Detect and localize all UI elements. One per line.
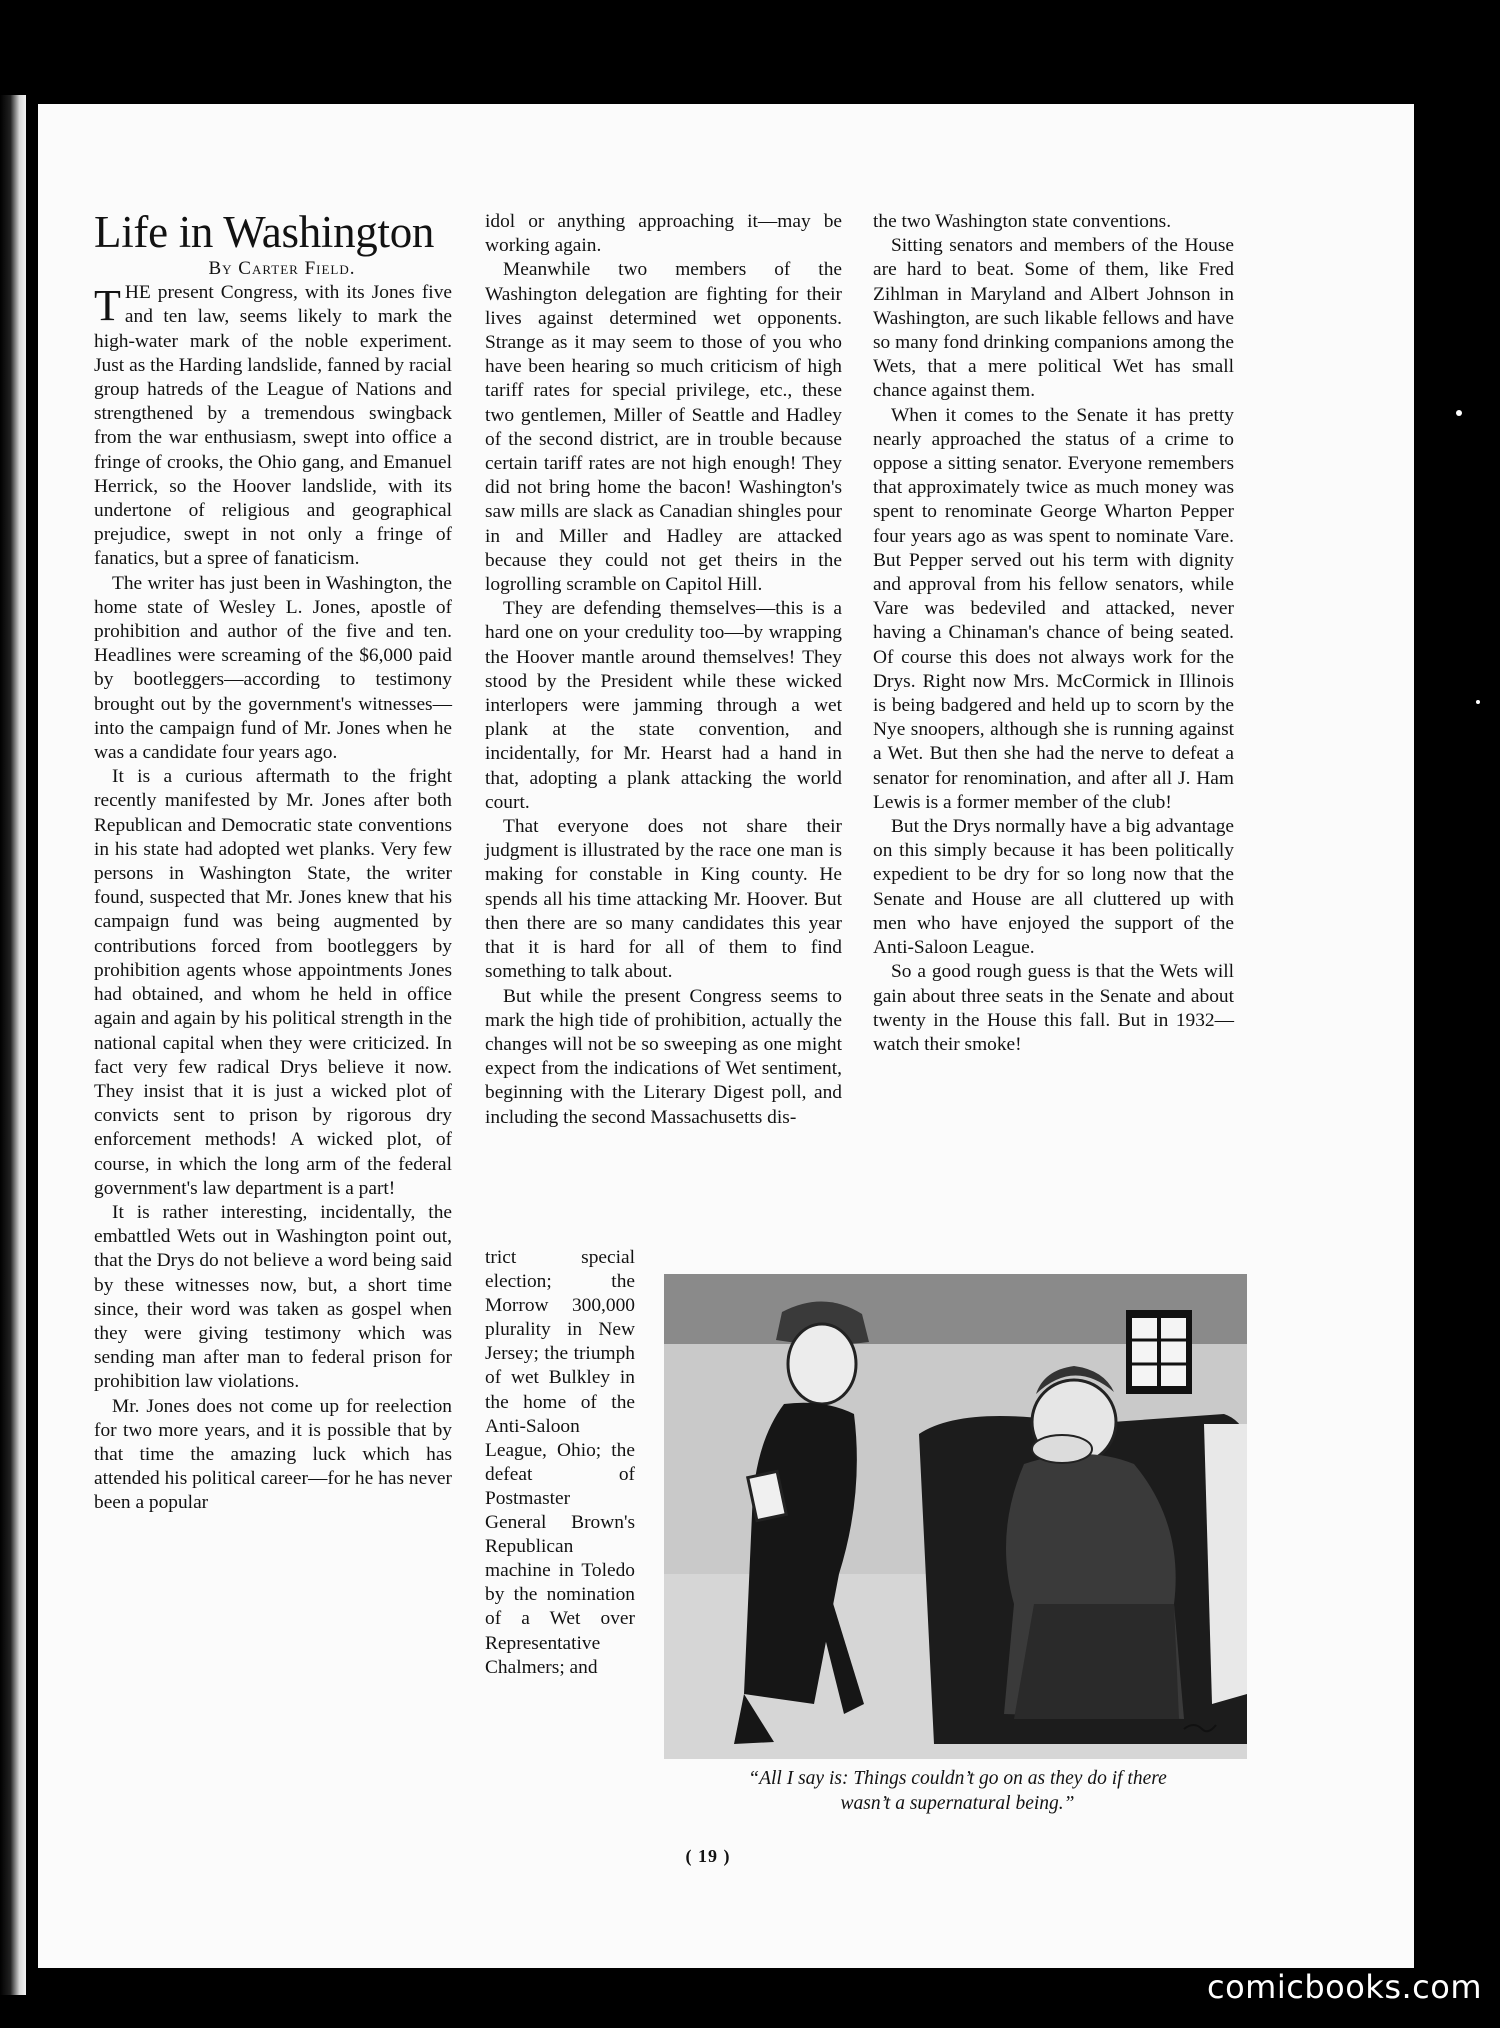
cartoon-illustration <box>664 1274 1247 1759</box>
paragraph: They are defending themselves—this is a hard one on your credulity too—by wrapping the Hoover mantle around themselves! They stood by the President while these wicked interlopers were jamming through a wet plank at the state convention, and incidentally, for Mr. Hearst had a hand in that, adopting a plank attacking the world court. <box>485 598 842 813</box>
watermark: comicbooks.com <box>1206 1968 1482 2006</box>
paragraph: It is a curious aftermath to the fright recently manifested by Mr. Jones after both Republican and Democratic state conventions in his state had adopted wet planks. Very few persons in Washington State, the writer found, suspected that Mr. Jones knew that his campaign fund was being augmented by contributions forced from bootleggers by prohibition agents whose appointments Jones had obtained, and whom he held in office again and again by his political strength in the national capital when they were criticized. In fact very few radical Drys believe it now. They insist that it is just a wicked plot of convicts sent to prison by rigorous dry enforcement methods! A wicked plot, of course, in which the long arm of the federal government's law department is a part! <box>94 766 452 1199</box>
article-byline: By Carter Field. <box>208 258 356 279</box>
cartoon-caption: “All I say is: Things couldn’t go on as they do if there wasn’t a supernatural being.” <box>748 1768 1167 1814</box>
article-column-1 <box>94 207 452 1516</box>
article-column-3 <box>873 210 1234 1057</box>
drop-cap: T <box>94 281 121 331</box>
scan-speck <box>1456 410 1462 416</box>
paragraph: But the Drys normally have a big advantage on this simply because it has been politically expedient to be dry for so long now that the Senate and House are all cluttered up with men who have enjoyed the support of the Anti-Saloon League. <box>873 816 1234 959</box>
paragraph: the two Washington state conventions. <box>873 211 1172 232</box>
page-number: ( 19 ) <box>685 1846 731 1866</box>
paragraph: That everyone does not share their judgment is illustrated by the race one man is making for constable in King county. He spends all his time attacking Mr. Hoover. But then there are so many candidates this year that it is hard for all of them to find something to talk about. <box>485 816 842 983</box>
article-column-2-narrow <box>485 1246 635 1680</box>
paragraph: So a good rough guess is that the Wets will gain about three seats in the Senate and about twenty in the House this fall. But in 1932—watch their smoke! <box>873 961 1234 1055</box>
magazine-page <box>38 104 1414 1968</box>
paragraph: trict special election; the Morrow 300,000 plurality in New Jersey; the triumph of wet Bulkley in the home of the Anti-Saloon League, Ohio; the defeat of Postmaster General Brown's Republican machine in Toledo by the nomination of a Wet over Representative Chalmers; and <box>485 1247 635 1678</box>
article-title: Life in Washington <box>94 207 435 257</box>
paragraph: When it comes to the Senate it has pretty nearly approached the status of a crime to oppose a sitting senator. Everyone remembers that approximately twice as much money was spent to renominate George Wharton Pepper four years ago as was spent to nominate Vare. But Pepper served out his term with dignity and approval from his fellow senators, while Vare was bedeviled and attacked, never having a Chinaman's chance of being seated. Of course this does not always work for the Drys. Right now Mrs. McCormick in Illinois is being badgered and held up to scorn by the Nye snoopers, although she is running against a Wet. But then she had the nerve to defeat a senator for renomination, and after all J. Ham Lewis is a former member of the club! <box>873 404 1234 813</box>
scan-speck <box>1476 700 1480 704</box>
paragraph: The writer has just been in Washington, the home state of Wesley L. Jones, apostle of prohibition and author of the five and ten. Headlines were screaming of the $6,000 paid by bootleggers—according to testimony brought out by the government's witnesses—into the campaign fund of Mr. Jones when he was a candidate four years ago. <box>94 572 452 764</box>
cartoon-drawing <box>664 1274 1247 1759</box>
article-column-2 <box>485 210 842 1130</box>
paragraph: Sitting senators and members of the House are hard to beat. Some of them, like Fred Zihlman in Maryland and Albert Johnson in Washington, are such likable fellows and have so many fond drinking companions among the Wets, that a mere political Wet has small chance against them. <box>873 235 1234 402</box>
left-page-edge <box>0 95 26 1995</box>
paragraph: idol or anything approaching it—may be working again. <box>485 211 842 257</box>
paragraph: THE present Congress, with its Jones five and ten law, seems likely to mark the high-water mark of the noble experiment. Just as the Harding landslide, fanned by racial group hatreds of the League of Nations and strengthened by a tremendous swingback from the war enthusiasm, swept into office a fringe of crooks, the Ohio gang, and Emanuel Herrick, so the Hoover landslide, with its undertone of religious and geographical prejudice, swept in not only a fringe of fanatics, but a spree of fanaticism. <box>94 281 452 570</box>
paragraph: But while the present Congress seems to mark the high tide of prohibition, actually the changes will not be so sweeping as one might expect from the indications of Wet sentiment, beginning with the Literary Digest poll, and including the second Massachusetts dis- <box>485 985 842 1128</box>
paragraph: Mr. Jones does not come up for reelection for two more years, and it is possible that by that time the amazing luck which has attended his political career—for he has never been a popular <box>94 1395 452 1514</box>
paragraph: Meanwhile two members of the Washington delegation are fighting for their lives against determined wet opponents. Strange as it may seem to those of you who have been hearing so much criticism of high tariff rates for special privilege, etc., these two gentlemen, Miller of Seattle and Hadley of the second district, are in trouble because certain tariff rates are not high enough! They did not bring home the bacon! Washington's saw mills are slack as Canadian shingles pour in and Miller and Hadley are attacked because they could not get theirs in the logrolling scramble on Capitol Hill. <box>485 259 842 596</box>
paragraph: It is rather interesting, incidentally, the embattled Wets out in Washington point out, that the Drys do not believe a word being said by these witnesses now, but, a short time since, their word was taken as gospel when they were giving testimony which was sending man after man to federal prison for prohibition law violations. <box>94 1201 452 1393</box>
